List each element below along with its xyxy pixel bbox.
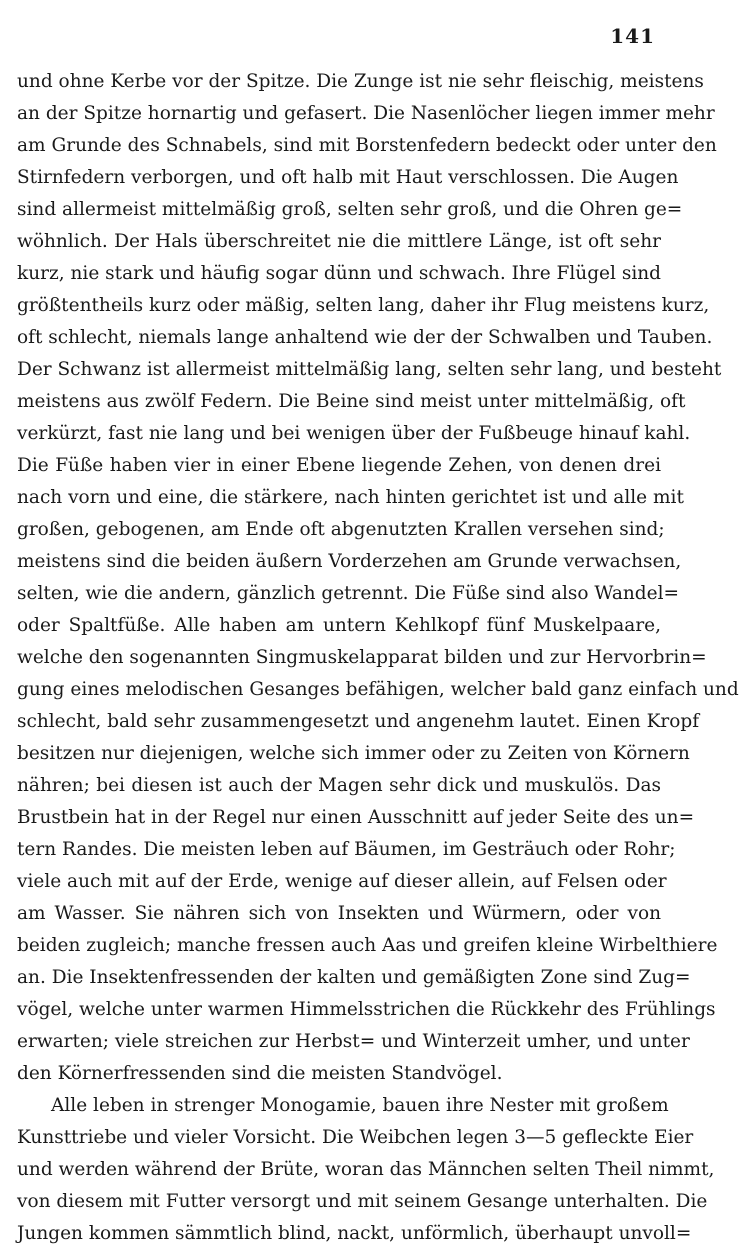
text-line: oder Spaltfüße. Alle haben am untern Kehlkopf fünf Muskelpaare,: [17, 615, 661, 636]
text-line: nach vorn und eine, die stärkere, nach hinten gerichtet ist und alle mit: [17, 487, 684, 508]
body-text: [17, 66, 739, 1250]
text-line: wöhnlich. Der Hals überschreitet nie die mittlere Länge, ist oft sehr: [17, 231, 661, 252]
text-line: von diesem mit Futter versorgt und mit seinem Gesange unterhalten. Die: [17, 1191, 708, 1212]
text-line: Alle leben in strenger Monogamie, bauen ihre Nester mit großem: [51, 1095, 669, 1116]
text-line: und ohne Kerbe vor der Spitze. Die Zunge ist nie sehr fleischig, meistens: [17, 71, 704, 92]
text-line: großen, gebogenen, am Ende oft abgenutzten Krallen versehen sind;: [17, 519, 665, 540]
text-line: am Wasser. Sie nähren sich von Insekten und Würmern, oder von: [17, 903, 661, 924]
text-line: Stirnfedern verborgen, und oft halb mit Haut verschlossen. Die Augen: [17, 167, 679, 188]
text-line: meistens aus zwölf Federn. Die Beine sind meist unter mittelmäßig, oft: [17, 391, 686, 412]
text-line: kurz, nie stark und häufig sogar dünn und schwach. Ihre Flügel sind: [17, 263, 661, 284]
text-line: beiden zugleich; manche fressen auch Aas und greifen kleine Wirbelthiere: [17, 935, 718, 956]
text-line: nähren; bei diesen ist auch der Magen sehr dick und muskulös. Das: [17, 775, 661, 796]
text-line: Brustbein hat in der Regel nur einen Ausschnitt auf jeder Seite des un=: [17, 807, 695, 828]
text-line: schlecht, bald sehr zusammengesetzt und angenehm lautet. Einen Kropf: [17, 711, 700, 732]
text-line: vögel, welche unter warmen Himmelsstrichen die Rückkehr des Frühlings: [17, 999, 716, 1020]
text-line: welche den sogenannten Singmuskelapparat bilden und zur Hervorbrin=: [17, 647, 707, 668]
text-line: den Körnerfressenden sind die meisten Standvögel.: [17, 1063, 503, 1084]
text-line: an der Spitze hornartig und gefasert. Die Nasenlöcher liegen immer mehr: [17, 103, 715, 124]
text-line: verkürzt, fast nie lang und bei wenigen über der Fußbeuge hinauf kahl.: [17, 423, 691, 444]
text-line: selten, wie die andern, gänzlich getrennt. Die Füße sind also Wandel=: [17, 583, 679, 604]
text-line: besitzen nur diejenigen, welche sich immer oder zu Zeiten von Körnern: [17, 743, 690, 764]
text-line: tern Randes. Die meisten leben auf Bäumen, im Gesträuch oder Rohr;: [17, 839, 676, 860]
text-line: erwarten; viele streichen zur Herbst= und Winterzeit umher, und unter: [17, 1031, 690, 1052]
text-line: Die Füße haben vier in einer Ebene liegende Zehen, von denen drei: [17, 455, 661, 476]
text-line: gung eines melodischen Gesanges befähigen, welcher bald ganz einfach und: [17, 679, 739, 700]
text-line: größtentheils kurz oder mäßig, selten lang, daher ihr Flug meistens kurz,: [17, 295, 710, 316]
text-line: an. Die Insektenfressenden der kalten und gemäßigten Zone sind Zug=: [17, 967, 691, 988]
page-number: 141: [610, 24, 655, 48]
text-line: Der Schwanz ist allermeist mittelmäßig lang, selten sehr lang, und besteht: [17, 359, 722, 380]
text-line: oft schlecht, niemals lange anhaltend wie der der Schwalben und Tauben.: [17, 327, 713, 348]
text-line: meistens sind die beiden äußern Vorderzehen am Grunde verwachsen,: [17, 551, 682, 572]
text-line: und werden während der Brüte, woran das Männchen selten Theil nimmt,: [17, 1159, 715, 1180]
text-line: Kunsttriebe und vieler Vorsicht. Die Weibchen legen 3—5 gefleckte Eier: [17, 1127, 694, 1148]
text-line: viele auch mit auf der Erde, wenige auf dieser allein, auf Felsen oder: [17, 871, 667, 892]
text-line: Jungen kommen sämmtlich blind, nackt, unförmlich, überhaupt unvoll=: [17, 1223, 692, 1244]
text-line: am Grunde des Schnabels, sind mit Borstenfedern bedeckt oder unter den: [17, 135, 717, 156]
text-line: sind allermeist mittelmäßig groß, selten sehr groß, und die Ohren ge=: [17, 199, 683, 220]
